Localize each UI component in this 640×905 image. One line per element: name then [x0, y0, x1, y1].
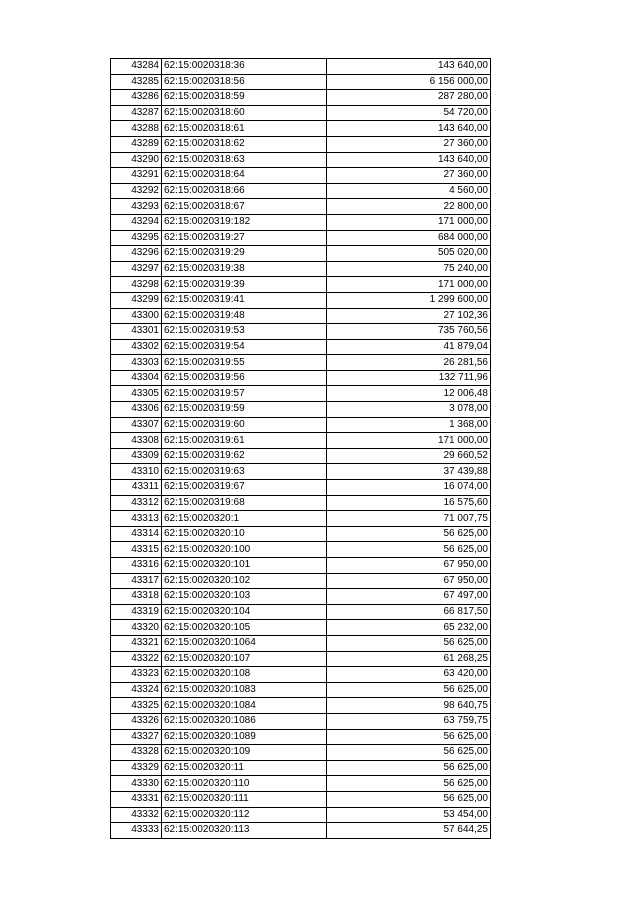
table-row — [111, 152, 491, 168]
cadastral-value-cell: 63 420,00 — [327, 667, 491, 683]
cadastral-value-cell: 4 560,00 — [327, 183, 491, 199]
table-row — [111, 199, 491, 215]
table-row — [111, 542, 491, 558]
row-number-cell: 43327 — [111, 729, 162, 745]
row-number-cell: 43316 — [111, 558, 162, 574]
cadastral-number-cell: 62:15:0020320:107 — [162, 651, 327, 667]
table-row — [111, 713, 491, 729]
cadastral-number-cell: 62:15:0020318:60 — [162, 105, 327, 121]
cadastral-value-cell: 56 625,00 — [327, 542, 491, 558]
table-row — [111, 324, 491, 340]
cadastral-number-cell: 62:15:0020319:68 — [162, 495, 327, 511]
cadastral-value-cell: 1 368,00 — [327, 417, 491, 433]
cadastral-number-cell: 62:15:0020320:1083 — [162, 682, 327, 698]
cadastral-number-cell: 62:15:0020319:57 — [162, 386, 327, 402]
table-row — [111, 121, 491, 137]
cadastral-value-cell: 12 006,48 — [327, 386, 491, 402]
cadastral-number-cell: 62:15:0020320:112 — [162, 807, 327, 823]
cadastral-value-cell: 16 074,00 — [327, 480, 491, 496]
cadastral-value-cell: 67 950,00 — [327, 558, 491, 574]
cadastral-value-cell: 3 078,00 — [327, 402, 491, 418]
row-number-cell: 43303 — [111, 355, 162, 371]
row-number-cell: 43318 — [111, 589, 162, 605]
row-number-cell: 43299 — [111, 292, 162, 308]
cadastral-value-cell: 143 640,00 — [327, 59, 491, 75]
table-row — [111, 402, 491, 418]
table-row — [111, 74, 491, 90]
row-number-cell: 43319 — [111, 604, 162, 620]
cadastral-value-cell: 735 760,56 — [327, 324, 491, 340]
cadastral-number-cell: 62:15:0020319:182 — [162, 214, 327, 230]
table-row — [111, 433, 491, 449]
table-row — [111, 339, 491, 355]
cadastral-value-cell: 67 497,00 — [327, 589, 491, 605]
cadastral-value-table — [110, 58, 491, 839]
cadastral-value-cell: 132 711,96 — [327, 370, 491, 386]
cadastral-value-cell: 16 575,60 — [327, 495, 491, 511]
cadastral-number-cell: 62:15:0020320:111 — [162, 791, 327, 807]
row-number-cell: 43321 — [111, 635, 162, 651]
cadastral-number-cell: 62:15:0020320:11 — [162, 760, 327, 776]
cadastral-number-cell: 62:15:0020319:39 — [162, 277, 327, 293]
table-row — [111, 448, 491, 464]
row-number-cell: 43315 — [111, 542, 162, 558]
row-number-cell: 43286 — [111, 90, 162, 106]
table-row — [111, 277, 491, 293]
row-number-cell: 43330 — [111, 776, 162, 792]
cadastral-value-cell: 27 360,00 — [327, 168, 491, 184]
row-number-cell: 43322 — [111, 651, 162, 667]
table-row — [111, 776, 491, 792]
table-row — [111, 464, 491, 480]
cadastral-number-cell: 62:15:0020320:109 — [162, 745, 327, 761]
row-number-cell: 43304 — [111, 370, 162, 386]
row-number-cell: 43326 — [111, 713, 162, 729]
table-row — [111, 573, 491, 589]
table-row — [111, 417, 491, 433]
row-number-cell: 43320 — [111, 620, 162, 636]
cadastral-value-cell: 143 640,00 — [327, 121, 491, 137]
cadastral-value-cell: 684 000,00 — [327, 230, 491, 246]
table-row — [111, 526, 491, 542]
table-row — [111, 823, 491, 839]
table-row — [111, 604, 491, 620]
cadastral-value-cell: 26 281,56 — [327, 355, 491, 371]
row-number-cell: 43302 — [111, 339, 162, 355]
cadastral-value-cell: 56 625,00 — [327, 526, 491, 542]
cadastral-value-cell: 56 625,00 — [327, 682, 491, 698]
cadastral-value-cell: 63 759,75 — [327, 713, 491, 729]
row-number-cell: 43297 — [111, 261, 162, 277]
table-row — [111, 589, 491, 605]
table-row — [111, 183, 491, 199]
table-row — [111, 745, 491, 761]
table-row — [111, 495, 491, 511]
cadastral-number-cell: 62:15:0020320:105 — [162, 620, 327, 636]
cadastral-number-cell: 62:15:0020319:53 — [162, 324, 327, 340]
cadastral-number-cell: 62:15:0020318:36 — [162, 59, 327, 75]
cadastral-value-cell: 171 000,00 — [327, 214, 491, 230]
table-row — [111, 386, 491, 402]
table-row — [111, 308, 491, 324]
cadastral-value-cell: 22 800,00 — [327, 199, 491, 215]
cadastral-number-cell: 62:15:0020318:63 — [162, 152, 327, 168]
row-number-cell: 43290 — [111, 152, 162, 168]
table-row — [111, 105, 491, 121]
table-row — [111, 667, 491, 683]
table-row — [111, 136, 491, 152]
row-number-cell: 43292 — [111, 183, 162, 199]
cadastral-number-cell: 62:15:0020320:101 — [162, 558, 327, 574]
cadastral-number-cell: 62:15:0020320:10 — [162, 526, 327, 542]
row-number-cell: 43300 — [111, 308, 162, 324]
table-row — [111, 370, 491, 386]
row-number-cell: 43308 — [111, 433, 162, 449]
cadastral-value-cell: 56 625,00 — [327, 729, 491, 745]
table-row — [111, 168, 491, 184]
row-number-cell: 43305 — [111, 386, 162, 402]
row-number-cell: 43289 — [111, 136, 162, 152]
cadastral-value-cell: 287 280,00 — [327, 90, 491, 106]
cadastral-number-cell: 62:15:0020319:41 — [162, 292, 327, 308]
table-row — [111, 760, 491, 776]
table-row — [111, 480, 491, 496]
row-number-cell: 43306 — [111, 402, 162, 418]
cadastral-value-cell: 67 950,00 — [327, 573, 491, 589]
row-number-cell: 43333 — [111, 823, 162, 839]
cadastral-value-cell: 57 644,25 — [327, 823, 491, 839]
row-number-cell: 43295 — [111, 230, 162, 246]
table-body — [111, 59, 491, 839]
cadastral-number-cell: 62:15:0020320:108 — [162, 667, 327, 683]
cadastral-number-cell: 62:15:0020319:56 — [162, 370, 327, 386]
cadastral-value-cell: 54 720,00 — [327, 105, 491, 121]
cadastral-number-cell: 62:15:0020320:100 — [162, 542, 327, 558]
row-number-cell: 43323 — [111, 667, 162, 683]
cadastral-number-cell: 62:15:0020319:38 — [162, 261, 327, 277]
cadastral-value-cell: 56 625,00 — [327, 635, 491, 651]
table-row — [111, 511, 491, 527]
cadastral-value-cell: 1 299 600,00 — [327, 292, 491, 308]
row-number-cell: 43325 — [111, 698, 162, 714]
cadastral-number-cell: 62:15:0020319:27 — [162, 230, 327, 246]
cadastral-number-cell: 62:15:0020320:110 — [162, 776, 327, 792]
cadastral-number-cell: 62:15:0020319:62 — [162, 448, 327, 464]
cadastral-value-cell: 505 020,00 — [327, 246, 491, 262]
cadastral-number-cell: 62:15:0020319:55 — [162, 355, 327, 371]
cadastral-value-cell: 56 625,00 — [327, 745, 491, 761]
row-number-cell: 43284 — [111, 59, 162, 75]
cadastral-number-cell: 62:15:0020319:54 — [162, 339, 327, 355]
cadastral-value-cell: 171 000,00 — [327, 433, 491, 449]
row-number-cell: 43285 — [111, 74, 162, 90]
table-row — [111, 682, 491, 698]
cadastral-value-cell: 65 232,00 — [327, 620, 491, 636]
row-number-cell: 43329 — [111, 760, 162, 776]
cadastral-value-cell: 29 660,52 — [327, 448, 491, 464]
table-row — [111, 214, 491, 230]
table-row — [111, 620, 491, 636]
cadastral-number-cell: 62:15:0020318:64 — [162, 168, 327, 184]
cadastral-number-cell: 62:15:0020318:67 — [162, 199, 327, 215]
row-number-cell: 43298 — [111, 277, 162, 293]
table-row — [111, 791, 491, 807]
cadastral-number-cell: 62:15:0020320:1086 — [162, 713, 327, 729]
cadastral-number-cell: 62:15:0020320:102 — [162, 573, 327, 589]
row-number-cell: 43311 — [111, 480, 162, 496]
cadastral-value-cell: 56 625,00 — [327, 776, 491, 792]
cadastral-number-cell: 62:15:0020319:48 — [162, 308, 327, 324]
row-number-cell: 43287 — [111, 105, 162, 121]
row-number-cell: 43309 — [111, 448, 162, 464]
cadastral-number-cell: 62:15:0020318:56 — [162, 74, 327, 90]
row-number-cell: 43328 — [111, 745, 162, 761]
cadastral-value-cell: 75 240,00 — [327, 261, 491, 277]
table-row — [111, 651, 491, 667]
row-number-cell: 43294 — [111, 214, 162, 230]
cadastral-value-cell: 53 454,00 — [327, 807, 491, 823]
row-number-cell: 43288 — [111, 121, 162, 137]
table-row — [111, 698, 491, 714]
cadastral-number-cell: 62:15:0020318:66 — [162, 183, 327, 199]
cadastral-value-cell: 6 156 000,00 — [327, 74, 491, 90]
cadastral-number-cell: 62:15:0020319:67 — [162, 480, 327, 496]
row-number-cell: 43301 — [111, 324, 162, 340]
table-row — [111, 355, 491, 371]
table-row — [111, 292, 491, 308]
cadastral-number-cell: 62:15:0020319:59 — [162, 402, 327, 418]
row-number-cell: 43310 — [111, 464, 162, 480]
table-row — [111, 558, 491, 574]
cadastral-value-cell: 41 879,04 — [327, 339, 491, 355]
row-number-cell: 43324 — [111, 682, 162, 698]
table-row — [111, 90, 491, 106]
cadastral-number-cell: 62:15:0020318:59 — [162, 90, 327, 106]
row-number-cell: 43331 — [111, 791, 162, 807]
cadastral-number-cell: 62:15:0020319:29 — [162, 246, 327, 262]
cadastral-value-cell: 27 360,00 — [327, 136, 491, 152]
cadastral-number-cell: 62:15:0020320:1089 — [162, 729, 327, 745]
table-row — [111, 635, 491, 651]
cadastral-value-cell: 56 625,00 — [327, 760, 491, 776]
cadastral-value-cell: 27 102,36 — [327, 308, 491, 324]
row-number-cell: 43312 — [111, 495, 162, 511]
cadastral-number-cell: 62:15:0020319:61 — [162, 433, 327, 449]
row-number-cell: 43313 — [111, 511, 162, 527]
cadastral-number-cell: 62:15:0020319:63 — [162, 464, 327, 480]
row-number-cell: 43307 — [111, 417, 162, 433]
cadastral-value-cell: 37 439,88 — [327, 464, 491, 480]
table-row — [111, 807, 491, 823]
cadastral-value-cell: 66 817,50 — [327, 604, 491, 620]
cadastral-value-cell: 61 268,25 — [327, 651, 491, 667]
row-number-cell: 43296 — [111, 246, 162, 262]
cadastral-number-cell: 62:15:0020319:60 — [162, 417, 327, 433]
cadastral-value-cell: 143 640,00 — [327, 152, 491, 168]
row-number-cell: 43332 — [111, 807, 162, 823]
cadastral-value-cell: 56 625,00 — [327, 791, 491, 807]
row-number-cell: 43314 — [111, 526, 162, 542]
row-number-cell: 43291 — [111, 168, 162, 184]
cadastral-number-cell: 62:15:0020320:113 — [162, 823, 327, 839]
cadastral-number-cell: 62:15:0020318:61 — [162, 121, 327, 137]
cadastral-value-cell: 71 007,75 — [327, 511, 491, 527]
table-row — [111, 59, 491, 75]
cadastral-number-cell: 62:15:0020320:1064 — [162, 635, 327, 651]
cadastral-number-cell: 62:15:0020320:1 — [162, 511, 327, 527]
table-row — [111, 246, 491, 262]
cadastral-number-cell: 62:15:0020318:62 — [162, 136, 327, 152]
row-number-cell: 43317 — [111, 573, 162, 589]
cadastral-number-cell: 62:15:0020320:1084 — [162, 698, 327, 714]
cadastral-value-cell: 171 000,00 — [327, 277, 491, 293]
cadastral-value-cell: 98 640,75 — [327, 698, 491, 714]
row-number-cell: 43293 — [111, 199, 162, 215]
cadastral-number-cell: 62:15:0020320:104 — [162, 604, 327, 620]
table-row — [111, 230, 491, 246]
cadastral-number-cell: 62:15:0020320:103 — [162, 589, 327, 605]
table-row — [111, 261, 491, 277]
table-row — [111, 729, 491, 745]
